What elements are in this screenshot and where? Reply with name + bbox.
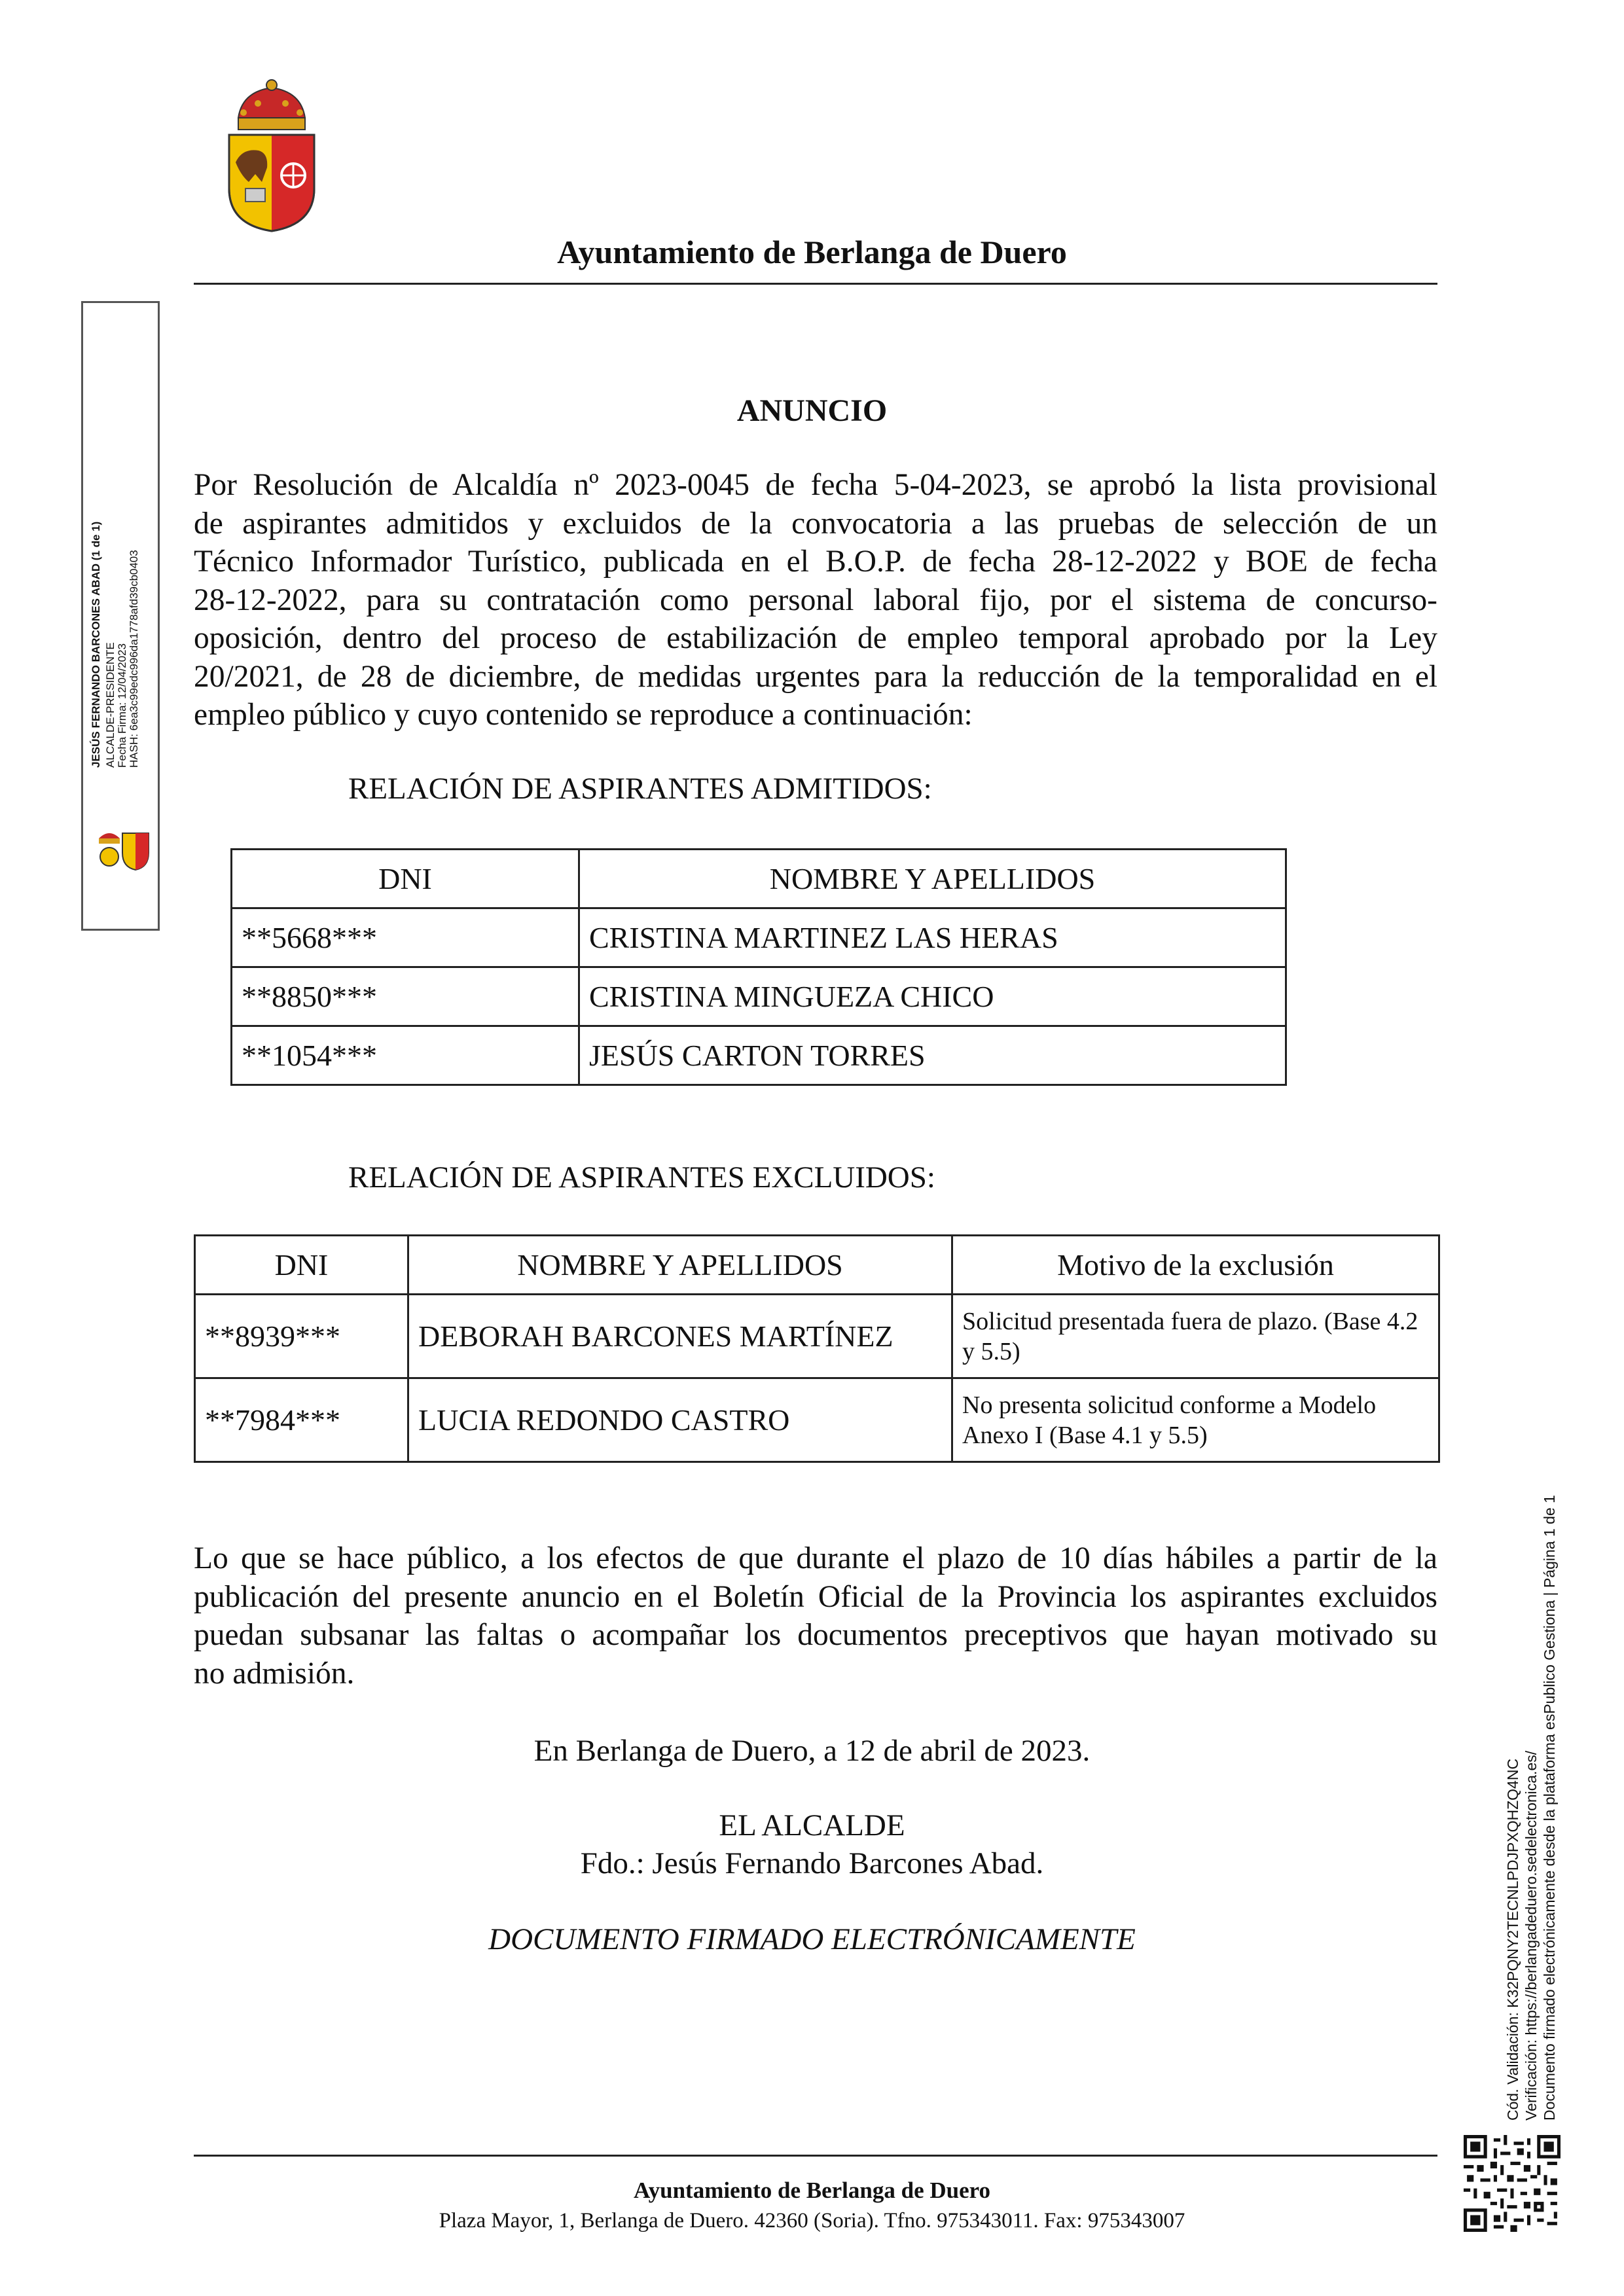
intro-line: 28-12-2022, para su contratación como personal laboral fijo, por el sistema de concurso- (194, 583, 1437, 617)
column-header-dni: DNI (232, 850, 579, 908)
dni-cell: **5668*** (232, 908, 579, 967)
footer-address: Plaza Mayor, 1, Berlanga de Duero. 42360 (Soria). Tfno. 975343011. Fax: 975343007 (439, 2209, 1185, 2233)
dni-cell: **7984*** (195, 1378, 408, 1462)
place-date: En Berlanga de Duero, a 12 de abril de 2023. (533, 1734, 1091, 1768)
table-row (232, 908, 1286, 967)
intro-paragraph (194, 466, 1437, 734)
footer-organization: Ayuntamiento de Berlanga de Duero (633, 2178, 991, 2203)
signature-hash: HASH: 6ea3c99edc996da1778afd39cb0403 (128, 550, 140, 768)
admitted-table (230, 848, 1287, 1086)
closing-line: publicación del presente anuncio en el Boletín Oficial de la Provincia los aspirantes excluidos (194, 1579, 1437, 1614)
reason-cell: No presenta solicitud conforme a Modelo Anexo I (Base 4.1 y 5.5) (952, 1378, 1439, 1462)
dni-cell: **8939*** (195, 1295, 408, 1378)
excluded-section-label: RELACIÓN DE ASPIRANTES EXCLUIDOS: (348, 1160, 935, 1194)
table-row (232, 1026, 1286, 1085)
header-divider (194, 283, 1437, 285)
signer-role: ALCALDE-PRESIDENTE (104, 642, 117, 768)
validation-code: Cód. Validación: K32PQNY2TECNLPDJPXQHZQ4NC (1504, 1758, 1521, 2121)
intro-line: 20/2021, de 28 de diciembre, de medidas urgentes para la reducción de la temporalidad en el (194, 659, 1437, 694)
table-row (195, 1295, 1439, 1378)
document-heading: ANUNCIO (736, 393, 888, 428)
name-cell: CRISTINA MINGUEZA CHICO (579, 967, 1286, 1026)
intro-line: de aspirantes admitidos y excluidos de la convocatoria a las pruebas de selección de un (194, 506, 1437, 541)
signer-line: JESÚS FERNANDO BARCONES ABAD (1 de 1) (90, 521, 102, 768)
name-cell: LUCIA REDONDO CASTRO (408, 1378, 952, 1462)
table-header-row (232, 850, 1286, 908)
table-row (232, 967, 1286, 1026)
intro-line: empleo público y cuyo contenido se reproduce a continuación: (194, 698, 973, 732)
column-header-name: NOMBRE Y APELLIDOS (408, 1236, 952, 1295)
signer-title: EL ALCALDE (719, 1808, 905, 1842)
intro-line: Técnico Informador Turístico, publicada en el B.O.P. de fecha 28-12-2022 y BOE de fecha (194, 545, 1437, 579)
column-header-dni: DNI (195, 1236, 408, 1295)
closing-paragraph (194, 1539, 1437, 1693)
intro-line: oposición, dentro del proceso de estabilización de empleo temporal aprobado por la Ley (194, 621, 1437, 655)
name-cell: DEBORAH BARCONES MARTÍNEZ (408, 1295, 952, 1378)
mini-coat-of-arms-logo (94, 827, 153, 872)
signer-name: Fdo.: Jesús Fernando Barcones Abad. (580, 1846, 1044, 1880)
name-cell: JESÚS CARTON TORRES (579, 1026, 1286, 1085)
table-row (195, 1378, 1439, 1462)
name-cell: CRISTINA MARTINEZ LAS HERAS (579, 908, 1286, 967)
header-title: Ayuntamiento de Berlanga de Duero (557, 234, 1067, 270)
closing-line: Lo que se hace público, a los efectos de que durante el plazo de 10 días hábiles a partir de la (194, 1541, 1437, 1575)
closing-line: puedan subsanar las faltas o acompañar los documentos preceptivos que hayan motivado su (194, 1618, 1437, 1652)
footer-divider (194, 2155, 1437, 2157)
intro-line: Por Resolución de Alcaldía nº 2023-0045 de fecha 5-04-2023, se aprobó la lista provisional (194, 468, 1437, 502)
table-header-row (195, 1236, 1439, 1295)
excluded-table (194, 1234, 1440, 1463)
reason-cell: Solicitud presentada fuera de plazo. (Base 4.2 y 5.5) (952, 1295, 1439, 1378)
verification-url: Verificación: https://berlangadeduero.sedelectronica.es/ (1523, 1750, 1540, 2121)
admitted-section-label: RELACIÓN DE ASPIRANTES ADMITIDOS: (348, 772, 932, 806)
electronic-signature-note: DOCUMENTO FIRMADO ELECTRÓNICAMENTE (488, 1922, 1136, 1956)
column-header-reason: Motivo de la exclusión (952, 1236, 1439, 1295)
column-header-name: NOMBRE Y APELLIDOS (579, 850, 1286, 908)
platform-note: Documento firmado electrónicamente desde la plataforma esPublico Gestiona | Página 1 de 1 (1541, 1495, 1558, 2121)
signature-date: Fecha Firma: 12/04/2023 (116, 643, 128, 768)
dni-cell: **1054*** (232, 1026, 579, 1085)
closing-line: no admisión. (194, 1656, 355, 1691)
coat-of-arms-logo (223, 77, 321, 234)
dni-cell: **8850*** (232, 967, 579, 1026)
